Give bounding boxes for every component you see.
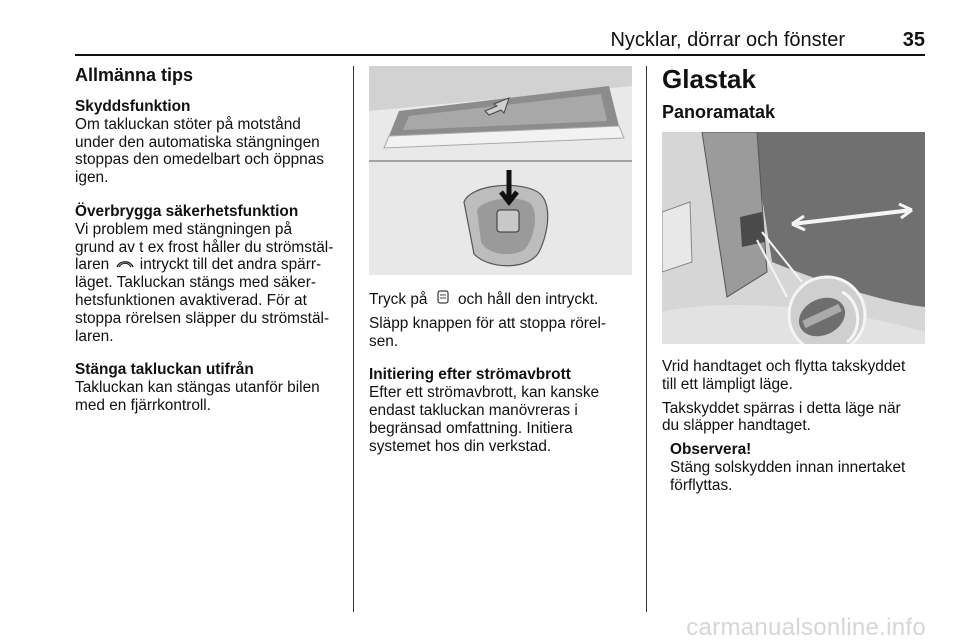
subsection-title-panoramic-roof: Panoramatak: [662, 102, 776, 122]
text-line: under den automatiska stängningen: [75, 133, 320, 151]
text-fragment: och håll den intryckt.: [453, 291, 599, 308]
text-line: [75, 256, 350, 274]
text-line: förflyttas.: [670, 476, 733, 494]
text-line: Efter ett strömavbrott, kan kanske: [369, 384, 600, 402]
sunroof-illustration: [369, 66, 632, 162]
text-line: stoppas den omedelbart och öppnas: [75, 151, 324, 169]
note-heading: Observera!: [670, 441, 752, 459]
text-line: igen.: [75, 169, 109, 187]
column-divider-2: [646, 66, 647, 612]
roof-switch-icon: [114, 256, 136, 274]
text-line: Takluckan kan stängas utanför bilen: [75, 379, 320, 397]
middle-column: [369, 290, 639, 455]
text-line: du släpper handtaget.: [662, 417, 811, 435]
watermark: carmanualsonline.info: [686, 614, 926, 641]
text-line: endast takluckan manövreras i: [369, 401, 578, 419]
heading-override-safety: Överbrygga säkerhetsfunktion: [75, 202, 299, 220]
left-column: [75, 98, 350, 415]
text-line: Stäng solskydden innan innertaket: [670, 458, 906, 476]
text-line: Om takluckan stöter på motstånd: [75, 115, 301, 133]
section-title-general-tips: Allmänna tips: [75, 65, 194, 85]
text-line: Vrid handtaget och flytta takskyddet: [662, 358, 906, 375]
text-line: systemet hos din verkstad.: [369, 437, 552, 455]
section-title-glass-roof: Glastak: [662, 64, 756, 94]
text-line: [369, 290, 639, 309]
remote-roof-button-icon: [432, 290, 454, 309]
page-number: 35: [902, 29, 925, 51]
chapter-title: Nycklar, dörrar och fönster: [610, 29, 845, 51]
header-rule: [75, 54, 925, 56]
text-line: Släpp knappen för att stoppa rörel-: [369, 314, 606, 332]
text-line: begränsad omfattning. Initiera: [369, 419, 573, 437]
heading-close-from-outside: Stänga takluckan utifrån: [75, 361, 254, 379]
text-line: läget. Takluckan stängs med säker-: [75, 274, 316, 292]
heading-protection: Skyddsfunktion: [75, 98, 191, 115]
heading-init-after-power-loss: Initiering efter strömavbrott: [369, 366, 571, 384]
page-header: [75, 28, 925, 52]
text-line: grund av t ex frost håller du strömstäl-: [75, 238, 334, 256]
column-divider-1: [353, 66, 354, 612]
text-line: hetsfunktionen avaktiverad. För at: [75, 291, 307, 309]
remote-key-illustration: [369, 162, 632, 275]
note-box: [670, 441, 932, 494]
text-fragment: laren: [75, 256, 114, 274]
text-line: Vi problem med stängningen på: [75, 220, 293, 238]
text-line: till ett lämpligt läge.: [662, 375, 793, 393]
text-line: sen.: [369, 332, 399, 350]
text-fragment: Tryck på: [369, 291, 432, 308]
text-fragment: intryckt till det andra spärr-: [135, 256, 322, 274]
panoramic-roof-illustration: [662, 132, 925, 344]
text-line: med en fjärrkontroll.: [75, 396, 212, 414]
text-line: laren.: [75, 327, 114, 345]
text-line: stoppa rörelsen släpper du strömstäl-: [75, 309, 330, 327]
right-column: [662, 358, 932, 495]
text-line: Takskyddet spärras i detta läge när: [662, 399, 901, 417]
